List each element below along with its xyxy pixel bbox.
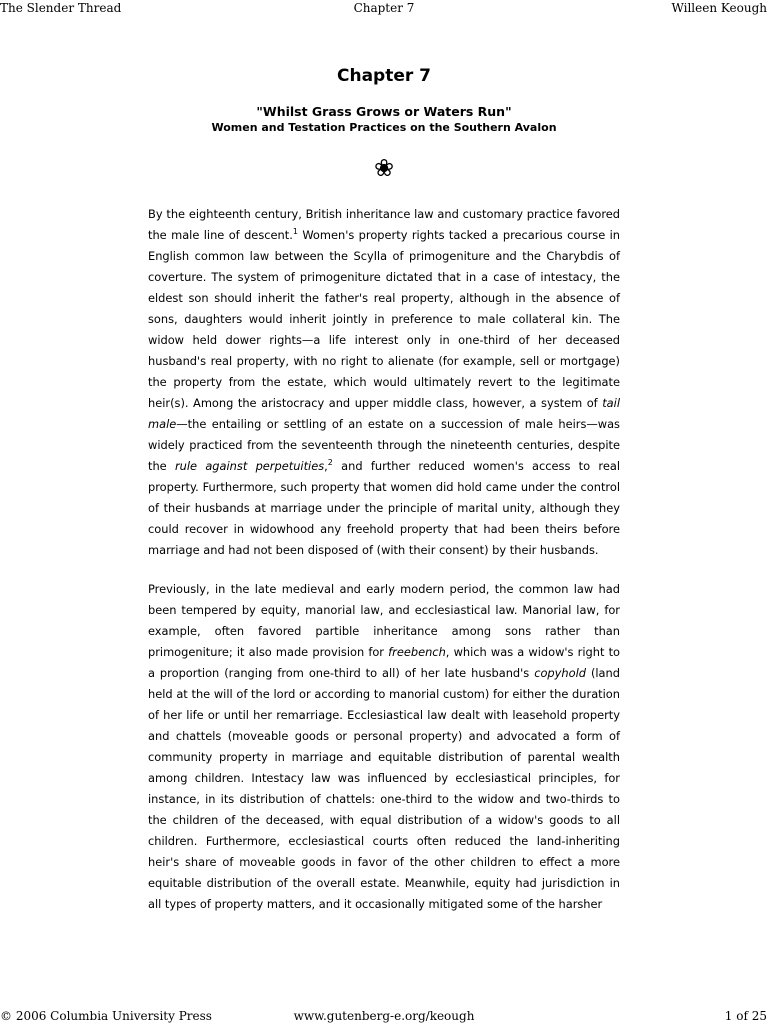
footnote-ref-1[interactable]: 1 xyxy=(292,227,298,236)
footnote-ref-2[interactable]: 2 xyxy=(327,458,333,467)
footer-page-count: 1 of 25 xyxy=(724,1009,767,1023)
flower-ornament-icon: ❀ xyxy=(373,154,395,182)
term-rule-against-perpetuities: rule against perpetuities xyxy=(174,459,325,473)
header-book-title: The Slender Thread xyxy=(0,1,122,15)
paragraph-1 xyxy=(148,204,620,561)
running-footer xyxy=(0,1008,768,1024)
chapter-subtitle: "Whilst Grass Grows or Waters Run" xyxy=(256,104,512,119)
term-tail-male: tail male xyxy=(148,396,620,431)
text-run: (land held at the will of the lord or according to manorial custom) for either the duration of her life or until her remarriage. Ecclesiastical law dealt with leasehold property and chattels (moveable goods or personal property) and advocated a form of community property in marriage and equitable distribution of parental wealth among children. Intestacy law was influenced by ecclesiastical principles, for instance, in its distribution of chattels: one-third to the widow and two-thirds to the children of the deceased, with equal distribution of a widow's goods to all children. Furthermore, ecclesiastical courts often reduced the land-inheriting heir's share of moveable goods in favor of the other children to effect a more equitable distribution of the overall estate. Meanwhile, equity had jurisdiction in all types of property matters, and it occasionally mitigated some of the harsher xyxy=(148,666,620,911)
header-author: Willeen Keough xyxy=(671,1,767,15)
running-header xyxy=(0,0,768,16)
term-copyhold: copyhold xyxy=(534,666,586,680)
footer-url[interactable]: www.gutenberg-e.org/keough xyxy=(293,1009,475,1023)
text-run: Previously, in the late medieval and early modern period, the common law had been tempered by equity, manorial law, and ecclesiastical law. Manorial law, for example, often favored partible inheritance among sons rather than primogeniture; it also made provision for xyxy=(148,582,620,659)
text-run: By the eighteenth century, British inheritance law and customary practice favored the male line of descent. xyxy=(148,207,620,242)
chapter-body xyxy=(148,204,620,933)
term-freebench: freebench xyxy=(388,645,446,659)
footer-copyright: © 2006 Columbia University Press xyxy=(0,1009,212,1023)
text-run: , which was a widow's right to a proportion (ranging from one-third to all) of her late husband's xyxy=(148,645,620,680)
header-chapter-label: Chapter 7 xyxy=(353,1,415,15)
text-run: Women's property rights tacked a precarious course in English common law between the Scylla of primogeniture and the Charybdis of coverture. The system of primogeniture dictated that in a case of intestacy, the eldest son should inherit the father's real property, although in the absence of sons, daughters would inherit jointly in preference to male collateral kin. The widow held dower rights—a life interest only in one-third of her deceased husband's real property, with no right to alienate (for example, sell or mortgage) the property from the estate, which would ultimately revert to the legitimate heir(s). Among the aristocracy and upper middle class, however, a system of xyxy=(148,228,620,410)
chapter-subsubtitle: Women and Testation Practices on the Southern Avalon xyxy=(211,121,557,134)
text-run: —the entailing or settling of an estate on a succession of male heirs—was widely practiced from the seventeenth through the nineteenth centuries, despite the xyxy=(148,417,620,473)
chapter-title: Chapter 7 xyxy=(336,66,431,86)
paragraph-2 xyxy=(148,579,620,915)
text-run: , xyxy=(324,459,328,473)
text-run: and further reduced women's access to real property. Furthermore, such property that women did hold came under the control of their husbands at marriage under the principle of marital unity, although they could recover in widowhood any freehold property that had been theirs before marriage and had not been disposed of (with their consent) by their husbands. xyxy=(148,459,620,557)
